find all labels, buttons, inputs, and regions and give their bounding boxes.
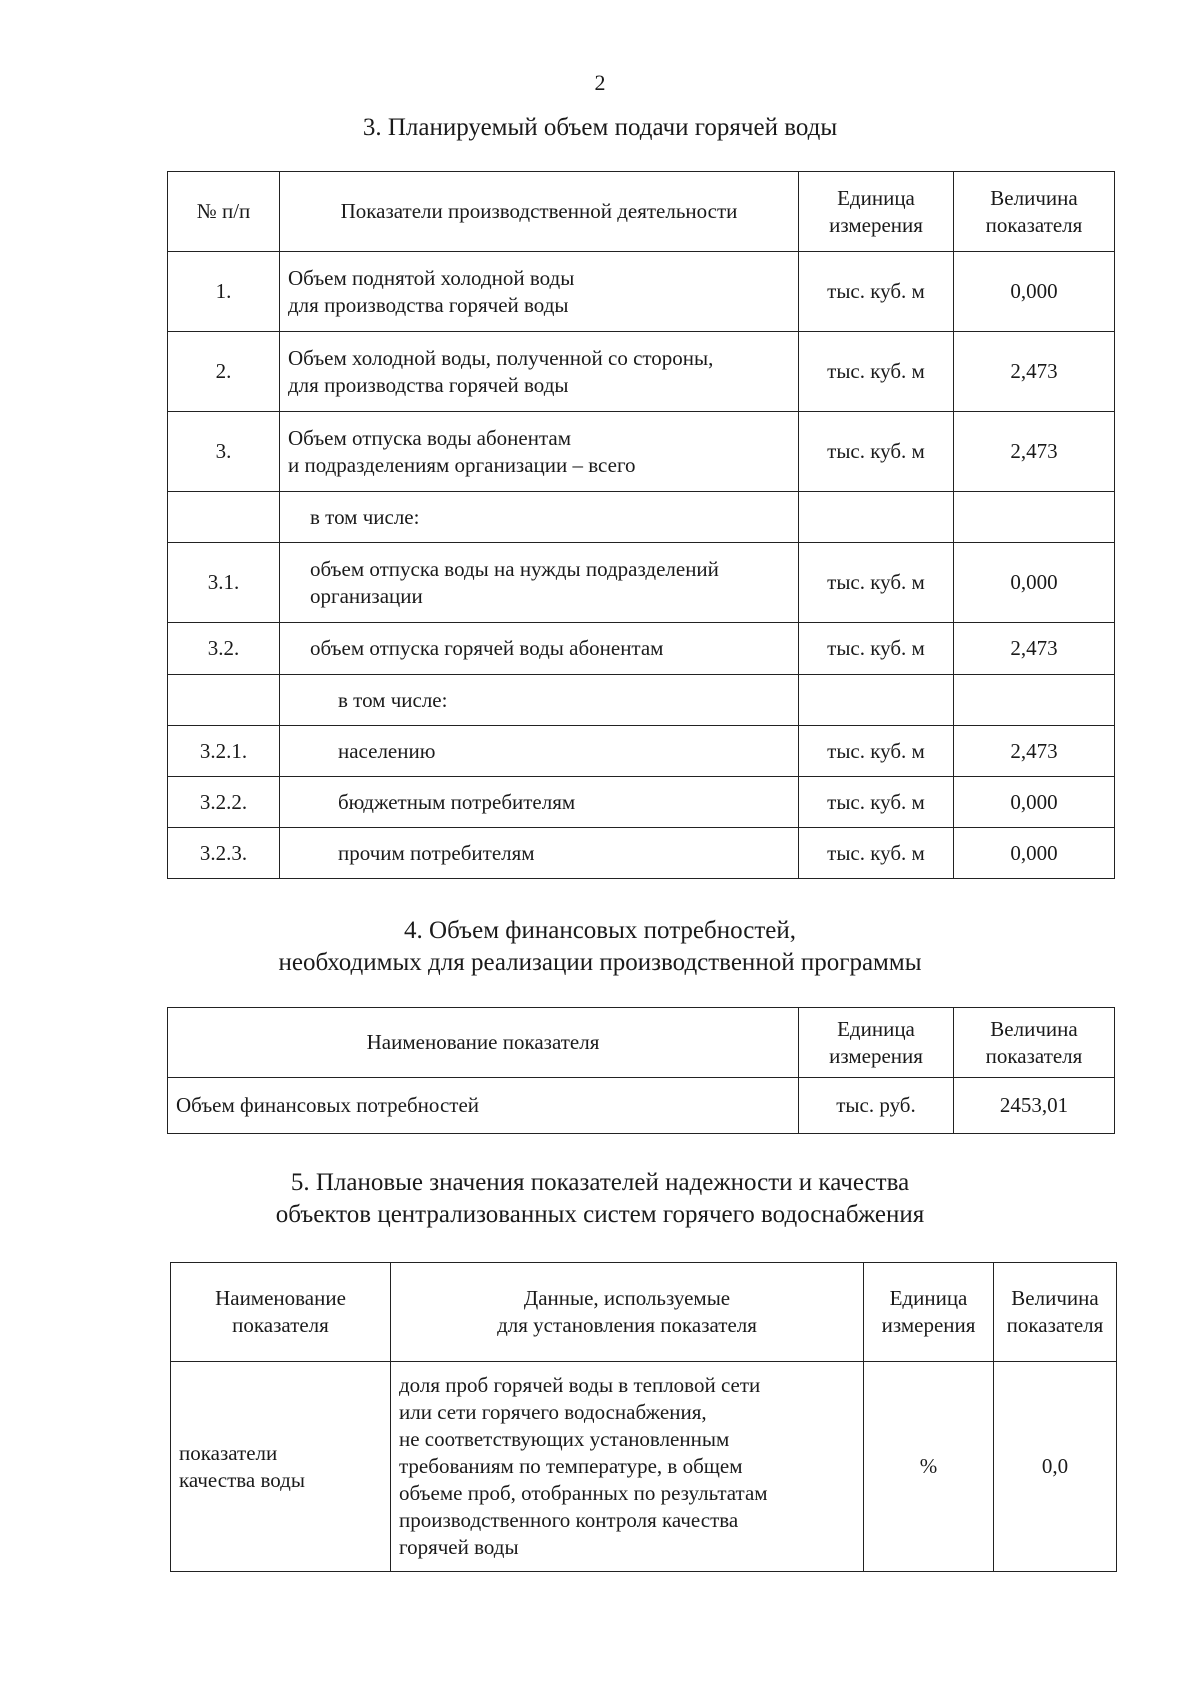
- reliability-quality-table: [170, 1262, 1117, 1572]
- table-row: [168, 492, 1115, 543]
- row-unit: %: [864, 1362, 994, 1572]
- table-row: [168, 828, 1115, 879]
- row-num: 1.: [168, 252, 280, 332]
- table-header-row: [168, 1008, 1115, 1078]
- row-name: объем отпуска горячей воды абонентам: [280, 623, 799, 675]
- row-value: 2,473: [954, 412, 1115, 492]
- section4-title-line1: 4. Объем финансовых потребностей,: [404, 917, 796, 944]
- header-indicator-name: Наименование показателя: [168, 1008, 799, 1078]
- row-unit: [799, 675, 954, 726]
- table-header-row: [171, 1263, 1117, 1362]
- row-name: в том числе:: [280, 492, 799, 543]
- row-name: прочим потребителям: [280, 828, 799, 879]
- financial-needs-table: [167, 1007, 1115, 1134]
- section4-title: [0, 915, 1200, 979]
- table-row: [168, 332, 1115, 412]
- header-data-used: Данные, используемые для установления показателя: [391, 1263, 864, 1362]
- row-value: [954, 492, 1115, 543]
- section4-title-line2: необходимых для реализации производственной программы: [278, 949, 922, 976]
- header-value: Величина показателя: [954, 172, 1115, 252]
- table-row: [168, 623, 1115, 675]
- section5-title-line2: объектов централизованных систем горячего водоснабжения: [275, 1201, 925, 1228]
- row-name: бюджетным потребителям: [280, 777, 799, 828]
- row-num: 3.1.: [168, 543, 280, 623]
- row-data: доля проб горячей воды в тепловой сети или сети горячего водоснабжения, не соответствующих установленным требованиям по температуре, в общем объеме проб, отобранных по результатам производственного контроля качества горячей воды: [391, 1362, 864, 1572]
- row-num: 3.2.1.: [168, 726, 280, 777]
- row-value: 0,0: [994, 1362, 1117, 1572]
- row-unit: тыс. куб. м: [799, 726, 954, 777]
- row-value: 0,000: [954, 543, 1115, 623]
- section5-title-line1: 5. Плановые значения показателей надежности и качества: [290, 1169, 910, 1196]
- row-value: 2,473: [954, 726, 1115, 777]
- header-indicator-name: Наименование показателя: [171, 1263, 391, 1362]
- row-name: Объем поднятой холодной воды для производства горячей воды: [280, 252, 799, 332]
- row-unit: [799, 492, 954, 543]
- table-row: [168, 543, 1115, 623]
- row-value: 0,000: [954, 252, 1115, 332]
- header-value: Величина показателя: [994, 1263, 1117, 1362]
- row-num: 2.: [168, 332, 280, 412]
- table-row: [171, 1362, 1117, 1572]
- row-value: 2,473: [954, 332, 1115, 412]
- row-name: Объем отпуска воды абонентам и подразделениям организации – всего: [280, 412, 799, 492]
- row-num: [168, 492, 280, 543]
- row-name: показатели качества воды: [171, 1362, 391, 1572]
- section5-title: [0, 1167, 1200, 1231]
- header-num: № п/п: [168, 172, 280, 252]
- row-value: 0,000: [954, 828, 1115, 879]
- row-unit: тыс. куб. м: [799, 412, 954, 492]
- row-num: 3.2.3.: [168, 828, 280, 879]
- row-num: 3.2.2.: [168, 777, 280, 828]
- header-indicator: Показатели производственной деятельности: [280, 172, 799, 252]
- table-row: [168, 777, 1115, 828]
- table-row: [168, 1078, 1115, 1134]
- row-unit: тыс. куб. м: [799, 623, 954, 675]
- table-header-row: [168, 172, 1115, 252]
- row-value: [954, 675, 1115, 726]
- row-name: Объем финансовых потребностей: [168, 1078, 799, 1134]
- water-supply-table: [167, 171, 1115, 879]
- row-num: 3.2.: [168, 623, 280, 675]
- row-name: Объем холодной воды, полученной со стороны, для производства горячей воды: [280, 332, 799, 412]
- table-row: [168, 675, 1115, 726]
- row-num: 3.: [168, 412, 280, 492]
- row-unit: тыс. куб. м: [799, 543, 954, 623]
- row-unit: тыс. руб.: [799, 1078, 954, 1134]
- row-unit: тыс. куб. м: [799, 828, 954, 879]
- section3-title-text: 3. Планируемый объем подачи горячей воды: [362, 114, 838, 141]
- row-unit: тыс. куб. м: [799, 332, 954, 412]
- header-value: Величина показателя: [954, 1008, 1115, 1078]
- table-row: [168, 252, 1115, 332]
- row-value: 2,473: [954, 623, 1115, 675]
- row-num: [168, 675, 280, 726]
- header-unit: Единица измерения: [864, 1263, 994, 1362]
- row-unit: тыс. куб. м: [799, 777, 954, 828]
- row-unit: тыс. куб. м: [799, 252, 954, 332]
- row-value: 0,000: [954, 777, 1115, 828]
- header-unit: Единица измерения: [799, 1008, 954, 1078]
- row-value: 2453,01: [954, 1078, 1115, 1134]
- row-name: населению: [280, 726, 799, 777]
- row-name: в том числе:: [280, 675, 799, 726]
- section3-title: [0, 112, 1200, 144]
- table-row: [168, 412, 1115, 492]
- row-name: объем отпуска воды на нужды подразделений организации: [280, 543, 799, 623]
- header-unit: Единица измерения: [799, 172, 954, 252]
- table-row: [168, 726, 1115, 777]
- page-number: 2: [594, 70, 606, 95]
